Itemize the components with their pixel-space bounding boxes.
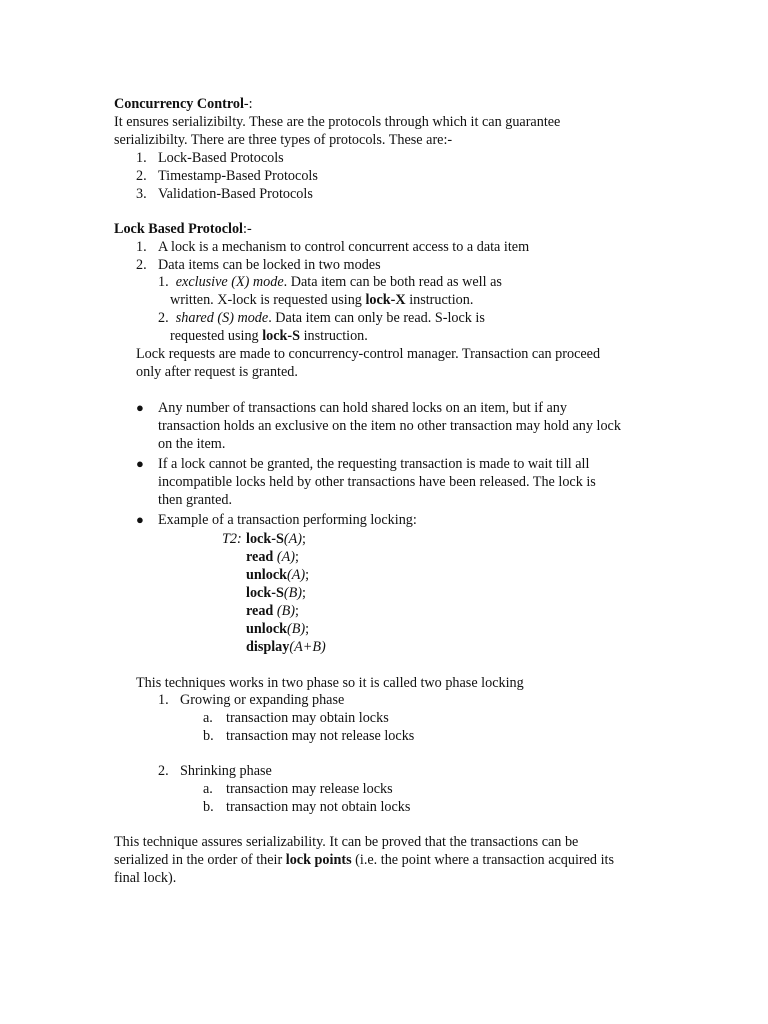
example-line: read (B); xyxy=(246,603,299,619)
section-heading-concurrency-control: Concurrency Control-: xyxy=(114,96,253,112)
bullet-icon: ● xyxy=(136,456,144,471)
example-line: lock-S(A); xyxy=(246,531,306,547)
lock-requests-text: Lock requests are made to concurrency-control manager. Transaction can proceed xyxy=(136,346,601,362)
phase-title: 1. Growing or expanding phase xyxy=(158,692,345,708)
example-line: unlock(B); xyxy=(246,621,310,637)
bullet-icon: ● xyxy=(136,512,144,527)
section-heading-lock-based: Lock Based Protoclol:- xyxy=(114,221,252,237)
bullet-text: then granted. xyxy=(158,492,233,508)
intro-paragraph-line: It ensures serializibilty. These are the protocols through which it can guarantee xyxy=(114,114,561,130)
phase-sub-item: a. transaction may release locks xyxy=(203,781,393,797)
example-label: T2: xyxy=(222,531,242,547)
list-item: 2. Data items can be locked in two modes xyxy=(136,257,381,273)
bullet-text: on the item. xyxy=(158,436,226,452)
example-line: lock-S(B); xyxy=(246,585,306,601)
two-phase-intro: This techniques works in two phase so it is called two phase locking xyxy=(136,675,524,691)
phase-sub-item: b. transaction may not obtain locks xyxy=(203,799,411,815)
bullet-text: transaction holds an exclusive on the item no other transaction may hold any lock xyxy=(158,418,621,434)
bullet-text: If a lock cannot be granted, the requesting transaction is made to wait till all xyxy=(158,456,590,472)
bullet-text: Any number of transactions can hold shared locks on an item, but if any xyxy=(158,400,567,416)
phase-sub-item: b. transaction may not release locks xyxy=(203,728,415,744)
example-line: display(A+B) xyxy=(246,639,326,655)
bullet-text: Example of a transaction performing locking: xyxy=(158,512,417,528)
conclusion-text: serialized in the order of their lock points (i.e. the point where a transaction acquired its xyxy=(114,852,614,868)
list-item: 1. A lock is a mechanism to control concurrent access to a data item xyxy=(136,239,530,255)
list-item-protocol: 3. Validation-Based Protocols xyxy=(136,186,313,202)
mode-shared-continued: requested using lock-S instruction. xyxy=(170,328,368,344)
mode-exclusive: 1. exclusive (X) mode. Data item can be both read as well as xyxy=(158,274,502,290)
bullet-text: incompatible locks held by other transactions have been released. The lock is xyxy=(158,474,596,490)
mode-exclusive-continued: written. X-lock is requested using lock-X instruction. xyxy=(170,292,474,308)
phase-sub-item: a. transaction may obtain locks xyxy=(203,710,389,726)
list-item-protocol: 1. Lock-Based Protocols xyxy=(136,150,284,166)
intro-paragraph-line: serializibilty. There are three types of protocols. These are:- xyxy=(114,132,453,148)
lock-requests-text: only after request is granted. xyxy=(136,364,298,380)
list-item-protocol: 2. Timestamp-Based Protocols xyxy=(136,168,318,184)
example-line: read (A); xyxy=(246,549,299,565)
bullet-icon: ● xyxy=(136,400,144,415)
mode-shared: 2. shared (S) mode. Data item can only be read. S-lock is xyxy=(158,310,485,326)
phase-title: 2. Shrinking phase xyxy=(158,763,272,779)
conclusion-text: final lock). xyxy=(114,870,177,886)
conclusion-text: This technique assures serializability. It can be proved that the transactions can be xyxy=(114,834,579,850)
example-line: unlock(A); xyxy=(246,567,310,583)
